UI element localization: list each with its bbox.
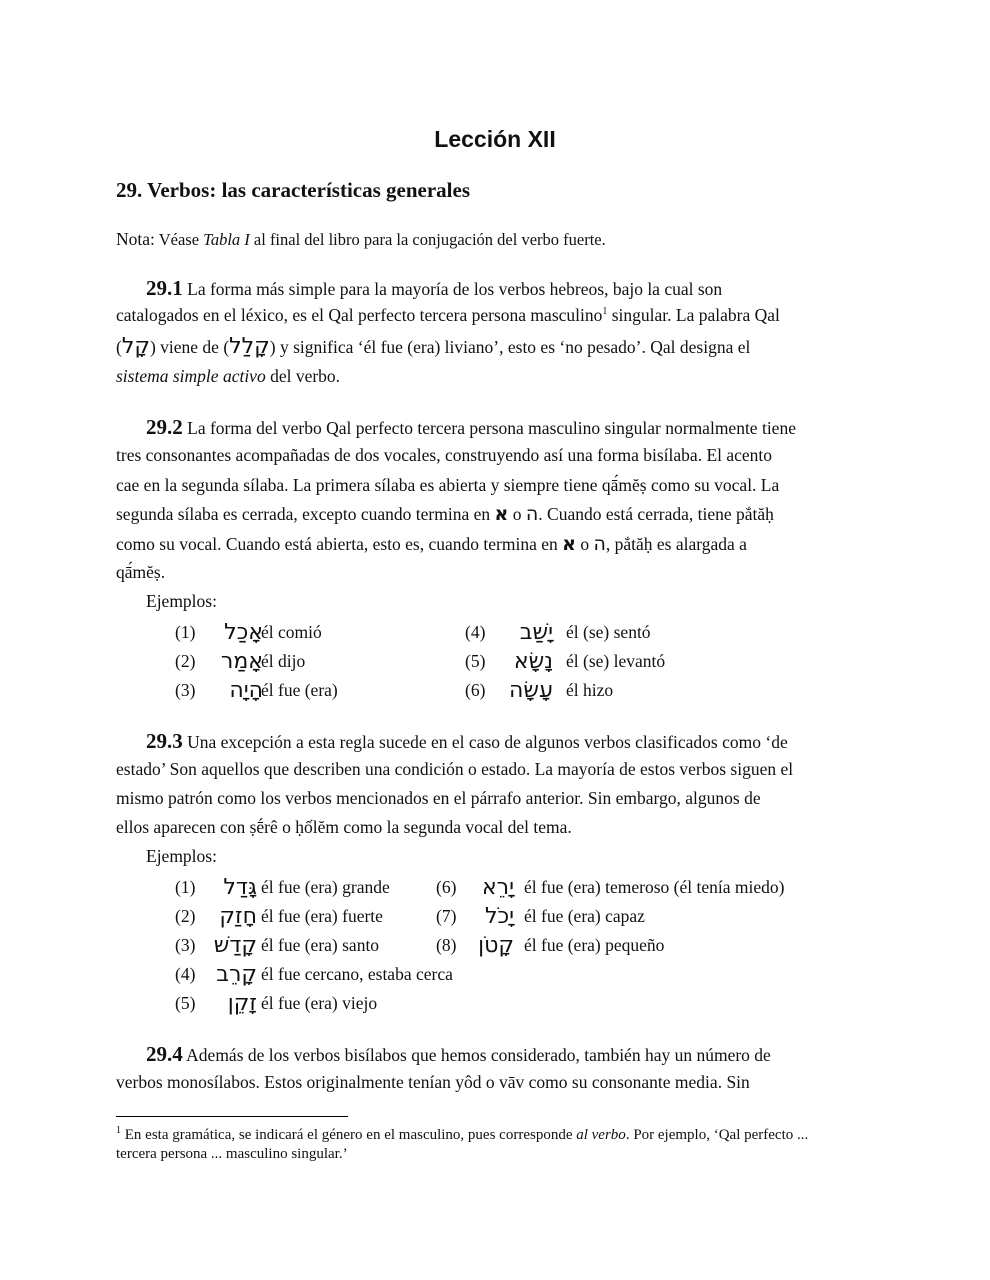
example-gloss: él fue (era) [261, 680, 338, 700]
paragraph-29-2-line-4 [116, 503, 774, 525]
example-hebrew-word: אָמַר [220, 649, 263, 674]
example-number: (2) [175, 651, 196, 671]
example-number: (5) [175, 993, 196, 1013]
text: o [508, 504, 526, 524]
example-row [436, 931, 856, 960]
note [116, 229, 606, 250]
examples-label-2: Ejemplos: [146, 846, 217, 866]
example-hebrew-word: חָזַק [219, 904, 257, 929]
text: ) viene de ( [149, 337, 230, 357]
note-text: Véase [154, 230, 204, 249]
paragraph-number: 29.2 [146, 415, 183, 439]
example-row [465, 618, 885, 647]
example-hebrew-word: קָטֹן [478, 933, 514, 958]
example-number: (8) [436, 935, 457, 955]
example-hebrew-word: נָשָׂא [513, 649, 553, 674]
example-number: (4) [175, 964, 196, 984]
lesson-title: Lección XII [434, 126, 556, 152]
text: ) y significa ‘él fue (era) liviano’, esto es ‘no pesado’. Qal designa el [269, 337, 751, 357]
footnote-number: 1 [116, 1125, 121, 1136]
example-gloss: él fue (era) viejo [261, 993, 378, 1013]
paragraph-29-4-line-2: verbos monosílabos. Estos originalmente tenían yôd o vāv como su consonante media. Sin [116, 1072, 750, 1092]
text: del verbo. [265, 366, 341, 386]
hebrew-letter-he: ה [525, 503, 539, 525]
example-number: (3) [175, 935, 196, 955]
example-number: (4) [465, 622, 486, 642]
example-gloss: él (se) levantó [566, 651, 666, 671]
text: La forma del verbo Qal perfecto tercera persona masculino singular normalmente tiene [182, 418, 796, 438]
example-number: (1) [175, 877, 196, 897]
example-row [436, 873, 856, 902]
paragraph-29-3-line-2: estado’ Son aquellos que describen una condición o estado. La mayoría de estos verbos siguen el [116, 759, 794, 779]
footnote [116, 1126, 876, 1164]
example-hebrew-word: אָכַל [224, 620, 263, 645]
paragraph-number: 29.1 [146, 276, 183, 300]
example-gloss: él fue (era) santo [261, 935, 380, 955]
footnote-line-1 [116, 1126, 876, 1145]
example-number: (6) [436, 877, 457, 897]
example-gloss: él fue (era) pequeño [524, 935, 665, 955]
example-gloss: él fue cercano, estaba cerca [261, 964, 453, 984]
text: Además de los verbos bisílabos que hemos considerado, también hay un número de [182, 1045, 771, 1065]
section-title: 29. Verbos: las características generales [116, 178, 470, 202]
example-row [465, 676, 885, 705]
example-gloss: él fue (era) fuerte [261, 906, 383, 926]
text: Una excepción a esta regla sucede en el caso de algunos verbos clasificados como ‘de [182, 732, 788, 752]
example-number: (2) [175, 906, 196, 926]
paragraph-29-2-line-5 [116, 533, 747, 555]
hebrew-word: קָלַל [229, 334, 270, 359]
text: ( [116, 337, 122, 357]
example-gloss: él hizo [566, 680, 614, 700]
example-hebrew-word: זָקֵן [227, 991, 257, 1016]
example-gloss: él (se) sentó [566, 622, 651, 642]
footnote-line-2: tercera persona ... masculino singular.’ [116, 1146, 348, 1162]
example-hebrew-word: יָשַׁב [519, 620, 553, 645]
paragraph-29-1-line-3 [116, 334, 750, 359]
text: singular. La palabra Qal [607, 305, 780, 325]
paragraph-number: 29.4 [146, 1042, 183, 1066]
example-row [175, 960, 595, 989]
paragraph-29-2-line-2: tres consonantes acompañadas de dos vocales, construyendo así una forma bisílaba. El acento [116, 445, 773, 465]
example-hebrew-word: יָרֵא [481, 875, 514, 900]
example-gloss: él comió [261, 622, 322, 642]
text: , pắtăḥ es alargada a [605, 534, 747, 554]
example-number: (5) [465, 651, 486, 671]
text: como su vocal. Cuando está abierta, esto es, cuando termina en [116, 534, 563, 554]
example-gloss: él fue (era) grande [261, 877, 390, 897]
footnote-divider [116, 1116, 348, 1117]
hebrew-letter-aleph: א [494, 503, 509, 525]
paragraph-29-2-line-1 [146, 415, 796, 440]
example-hebrew-word: עָשָׂה [509, 678, 553, 703]
example-gloss: él fue (era) temeroso (él tenía miedo) [524, 877, 785, 897]
hebrew-word: קָל [121, 334, 150, 359]
example-hebrew-word: גָּדַל [223, 875, 257, 900]
paragraph-29-1-line-4 [116, 366, 340, 387]
example-hebrew-word: קָרֵב [216, 962, 257, 987]
paragraph-29-3-line-3: mismo patrón como los verbos mencionados en el párrafo anterior. Sin embargo, algunos de [116, 788, 761, 808]
hebrew-letter-he: ה [593, 533, 606, 555]
text: segunda sílaba es cerrada, excepto cuando termina en [116, 504, 495, 524]
example-row [465, 647, 885, 676]
paragraph-29-2-line-3: cae en la segunda sílaba. La primera sílaba es abierta y siempre tiene qā́mĕṣ como su vocal. La [116, 475, 780, 495]
example-hebrew-word: הָיָה [229, 678, 263, 703]
paragraph-number: 29.3 [146, 729, 183, 753]
italic-term: sistema simple activo [116, 366, 266, 386]
text: . Por ejemplo, ‘Qal perfecto ... [625, 1127, 809, 1143]
example-row [436, 902, 856, 931]
note-table-ref: Tabla I [203, 230, 250, 249]
text: En esta gramática, se indicará el género en el masculino, pues corresponde [121, 1127, 577, 1143]
text: La forma más simple para la mayoría de los verbos hebreos, bajo la cual son [182, 279, 723, 299]
italic-term: al verbo [576, 1127, 626, 1143]
text: catalogados en el léxico, es el Qal perfecto tercera persona masculino [116, 305, 603, 325]
paragraph-29-3-line-4: ellos aparecen con ṣḗrê o ḥốlĕm como la segunda vocal del tema. [116, 817, 572, 837]
examples-label: Ejemplos: [146, 591, 217, 611]
footnote-ref: 1 [602, 306, 608, 318]
example-number: (6) [465, 680, 486, 700]
example-gloss: él fue (era) capaz [524, 906, 645, 926]
paragraph-29-3-line-1 [146, 729, 788, 754]
note-text-end: al final del libro para la conjugación del verbo fuerte. [249, 230, 606, 249]
example-number: (1) [175, 622, 196, 642]
paragraph-29-2-line-6: qā́mĕṣ. [116, 562, 166, 582]
paragraph-29-1-line-1 [146, 276, 722, 301]
example-number: (3) [175, 680, 196, 700]
example-hebrew-word: קָדַשׁ [213, 933, 257, 958]
text: . Cuando está cerrada, tiene pắtăḥ [538, 504, 774, 524]
example-hebrew-word: יָכֹל [484, 904, 514, 929]
paragraph-29-4-line-1 [146, 1042, 771, 1067]
paragraph-29-1-line-2 [116, 305, 780, 326]
hebrew-letter-aleph: א [562, 533, 576, 555]
example-row [175, 989, 595, 1018]
note-label: Nota: [116, 229, 155, 249]
text: o [575, 534, 594, 554]
example-gloss: él dijo [261, 651, 306, 671]
example-number: (7) [436, 906, 457, 926]
